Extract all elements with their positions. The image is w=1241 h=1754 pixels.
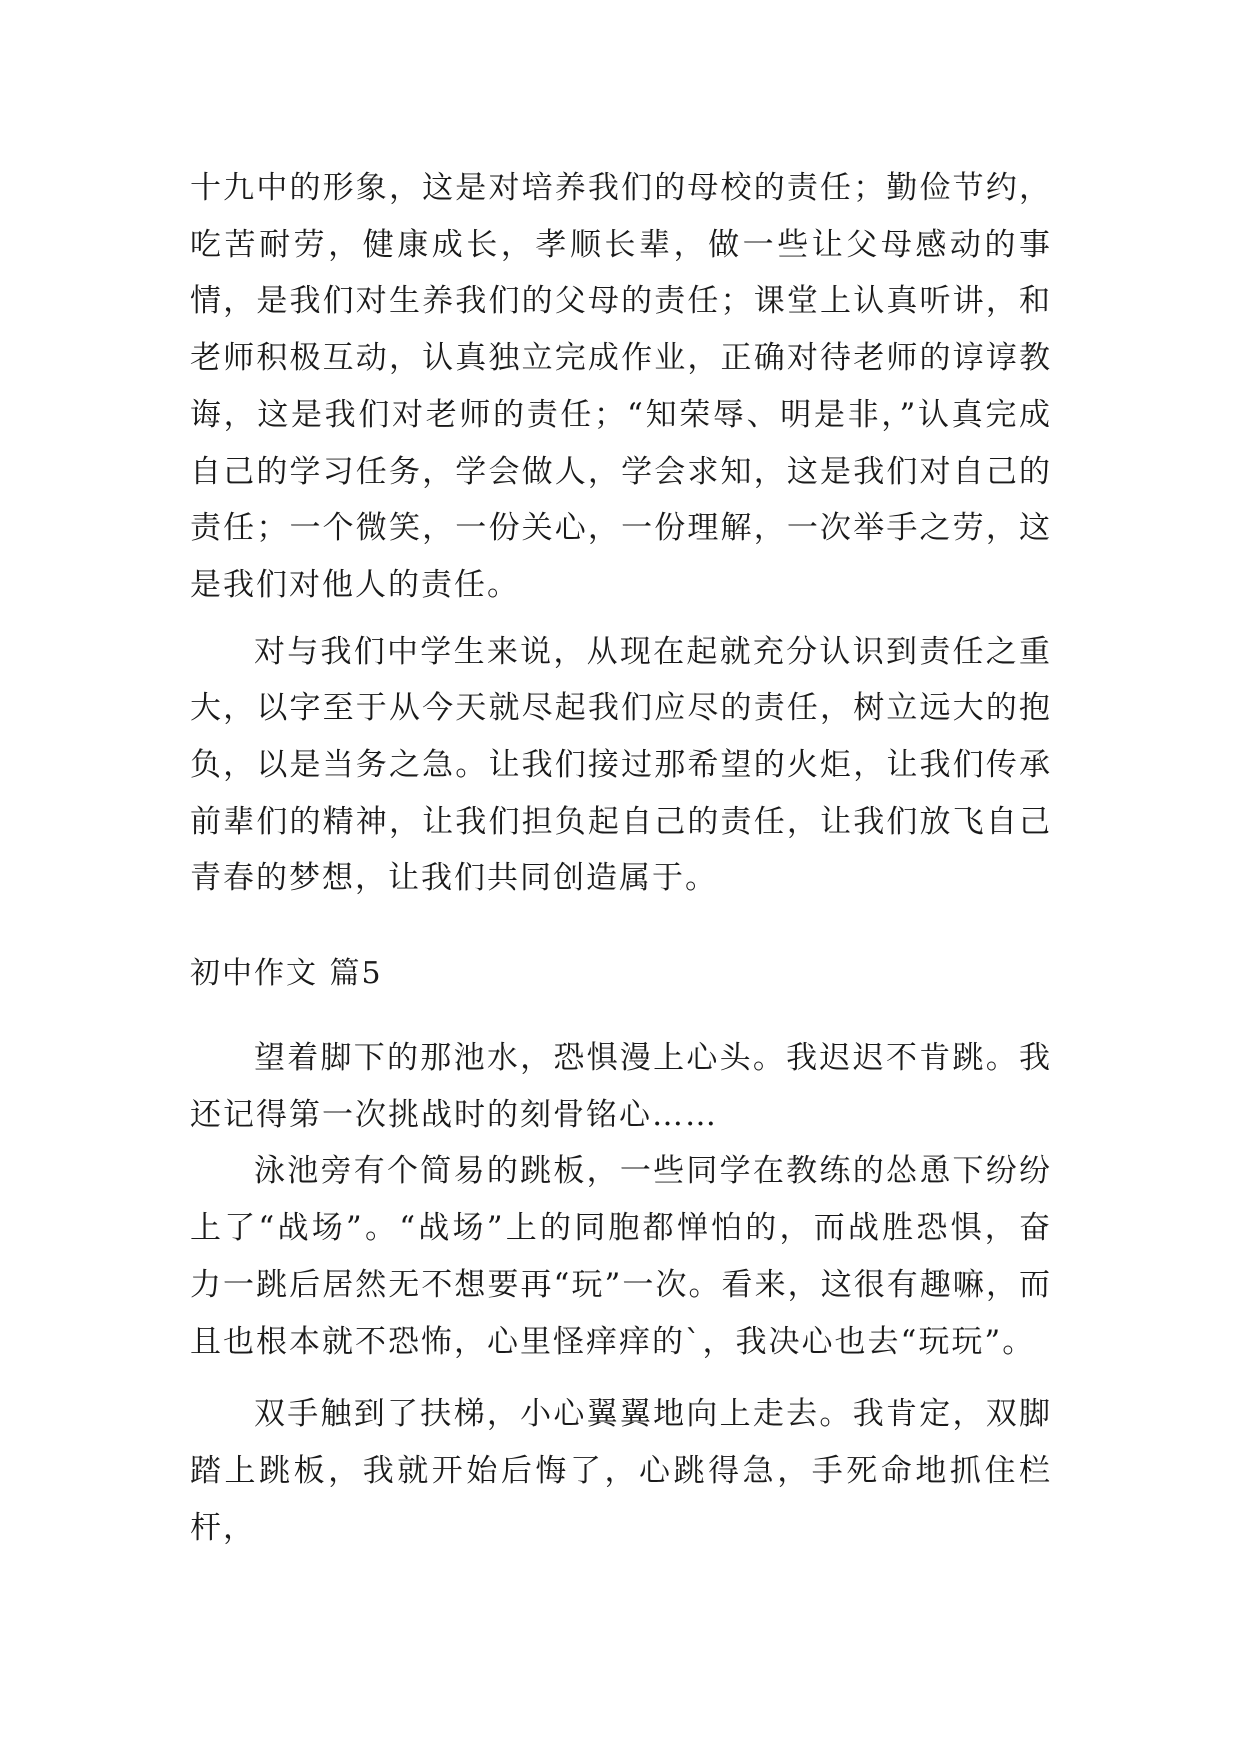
paragraph-responsibilities: 十九中的形象，这是对培养我们的母校的责任；勤俭节约，吃苦耐劳，健康成长，孝顺长辈，做一些让父母感动的事情，是我们对生养我们的父母的责任；课堂上认真听讲，和老师积极互动，认真独立完成作业，正确对待老师的谆谆教诲，这是我们对老师的责任；“知荣辱、明是非，”认真完成自己的学习任务，学会做人，学会求知，这是我们对自己的责任；一个微笑，一份关心，一份理解，一次举手之劳，这是我们对他人的责任。 <box>190 170 1052 603</box>
paragraph-diving-board: 泳池旁有个简易的跳板，一些同学在教练的怂恿下纷纷上了“战场”。“战场”上的同胞都惮怕的，而战胜恐惧，奋力一跳后居然无不想要再“玩”一次。看来，这很有趣嘛，而且也根本就不恐怖，心里怪痒痒的`，我决心也去“玩玩”。 <box>190 1153 1052 1360</box>
paragraph-intro: 望着脚下的那池水，恐惧漫上心头。我迟迟不肯跳。我还记得第一次挑战时的刻骨铭心…… <box>190 1040 1052 1133</box>
section-heading: 初中作文 篇5 <box>190 956 383 991</box>
text-block-top <box>190 160 1052 907</box>
paragraph-conclusion: 对与我们中学生来说，从现在起就充分认识到责任之重大，以字至于从今天就尽起我们应尽的责任，树立远大的抱负，以是当务之急。让我们接过那希望的火炬，让我们传承前辈们的精神，让我们担负起自己的责任，让我们放飞自己青春的梦想，让我们共同创造属于。 <box>190 633 1052 897</box>
paragraph-climbing: 双手触到了扶梯，小心翼翼地向上走去。我肯定，双脚踏上跳板，我就开始后悔了，心跳得急，手死命地抓住栏杆， <box>190 1396 1052 1546</box>
text-block-essay <box>190 1030 1052 1556</box>
